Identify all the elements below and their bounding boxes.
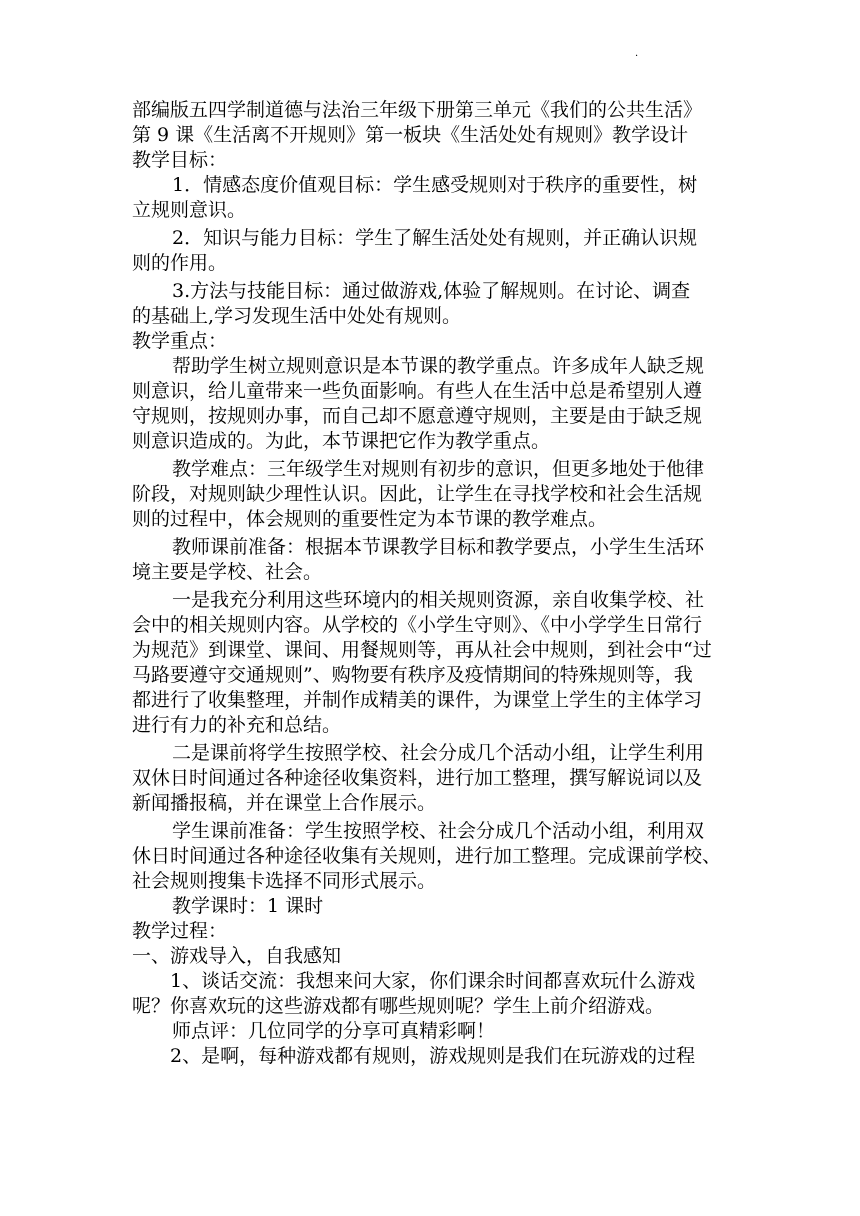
text-line: 的基础上,学习发现生活中处处有规则。	[132, 305, 462, 327]
text-line: 二是课前将学生按照学校、社会分成几个活动小组，让学生利用	[172, 742, 705, 764]
text-line: 教学课时：1 课时	[172, 895, 324, 917]
text-line: 境主要是学校、社会。	[132, 561, 323, 583]
text-line: 都进行了收集整理，并制作成精美的课件，为课堂上学生的主体学习	[132, 689, 703, 711]
text-line: 1．情感态度价值观目标：学生感受规则对于秩序的重要性，树	[172, 174, 698, 196]
text-line: 教学难点：三年级学生对规则有初步的意识，但更多地处于他律	[172, 458, 705, 480]
text-line: 新闻播报稿，并在课堂上合作展示。	[132, 792, 437, 814]
document-body	[132, 98, 732, 1069]
heading-key-points: 教学重点：	[132, 330, 228, 352]
text-line: 为规范》到课堂、课间、用餐规则等，再从社会中规则，到社会中“过	[132, 639, 712, 661]
section-heading: 一、游戏导入，自我感知	[132, 945, 342, 967]
text-line: 则的过程中，体会规则的重要性定为本节课的教学难点。	[132, 508, 608, 530]
text-line: 3.方法与技能目标：通过做游戏,体验了解规则。在讨论、调查	[172, 280, 691, 302]
text-line: 帮助学生树立规则意识是本节课的教学重点。许多成年人缺乏规	[172, 355, 705, 377]
text-line: 则意识造成的。为此，本节课把它作为教学重点。	[132, 430, 551, 452]
page-corner-mark: ·	[635, 51, 639, 62]
text-line: 马路要遵守交通规则”、购物要有秩序及疫情期间的特殊规则等，我	[132, 664, 693, 686]
heading-objectives: 教学目标：	[132, 149, 228, 171]
text-line: 阶段，对规则缺少理性认识。因此，让学生在寻找学校和社会生活规	[132, 483, 703, 505]
text-line: 休日时间通过各种途径收集有关规则，进行加工整理。完成课前学校、	[132, 845, 722, 867]
text-line: 进行有力的补充和总结。	[132, 714, 342, 736]
text-line: 2、是啊，每种游戏都有规则，游戏规则是我们在玩游戏的过程	[170, 1045, 696, 1067]
text-line: 守规则，按规则办事，而自己却不愿意遵守规则，主要是由于缺乏规	[132, 405, 703, 427]
title-line-2: 第 9 课《生活离不开规则》第一板块《生活处处有规则》教学设计	[132, 124, 689, 146]
text-line: 立规则意识。	[132, 199, 247, 221]
text-line: 教师课前准备：根据本节课教学目标和教学要点，小学生生活环	[172, 536, 705, 558]
text-line: 会中的相关规则内容。从学校的《小学生守则》、《中小学学生日常行	[132, 614, 703, 636]
text-line: 一是我充分利用这些环境内的相关规则资源，亲自收集学校、社	[172, 589, 705, 611]
text-line: 2．知识与能力目标：学生了解生活处处有规则，并正确认识规	[172, 227, 698, 249]
text-line: 呢？你喜欢玩的这些游戏都有哪些规则呢？学生上前介绍游戏。	[132, 995, 665, 1017]
title-line-1: 部编版五四学制道德与法治三年级下册第三单元《我们的公共生活》	[132, 99, 703, 121]
text-line: 学生课前准备：学生按照学校、社会分成几个活动小组，利用双	[172, 820, 705, 842]
text-line: 社会规则搜集卡选择不同形式展示。	[132, 870, 437, 892]
text-line: 则意识，给儿童带来一些负面影响。有些人在生活中总是希望别人遵	[132, 380, 703, 402]
text-line: 则的作用。	[132, 252, 228, 274]
text-line: 双休日时间通过各种途径收集资料，进行加工整理，撰写解说词以及	[132, 767, 703, 789]
heading-process: 教学过程：	[132, 920, 228, 942]
text-line: 1、谈话交流：我想来问大家，你们课余时间都喜欢玩什么游戏	[170, 970, 696, 992]
text-line: 师点评：几位同学的分享可真精彩啊！	[172, 1020, 496, 1042]
